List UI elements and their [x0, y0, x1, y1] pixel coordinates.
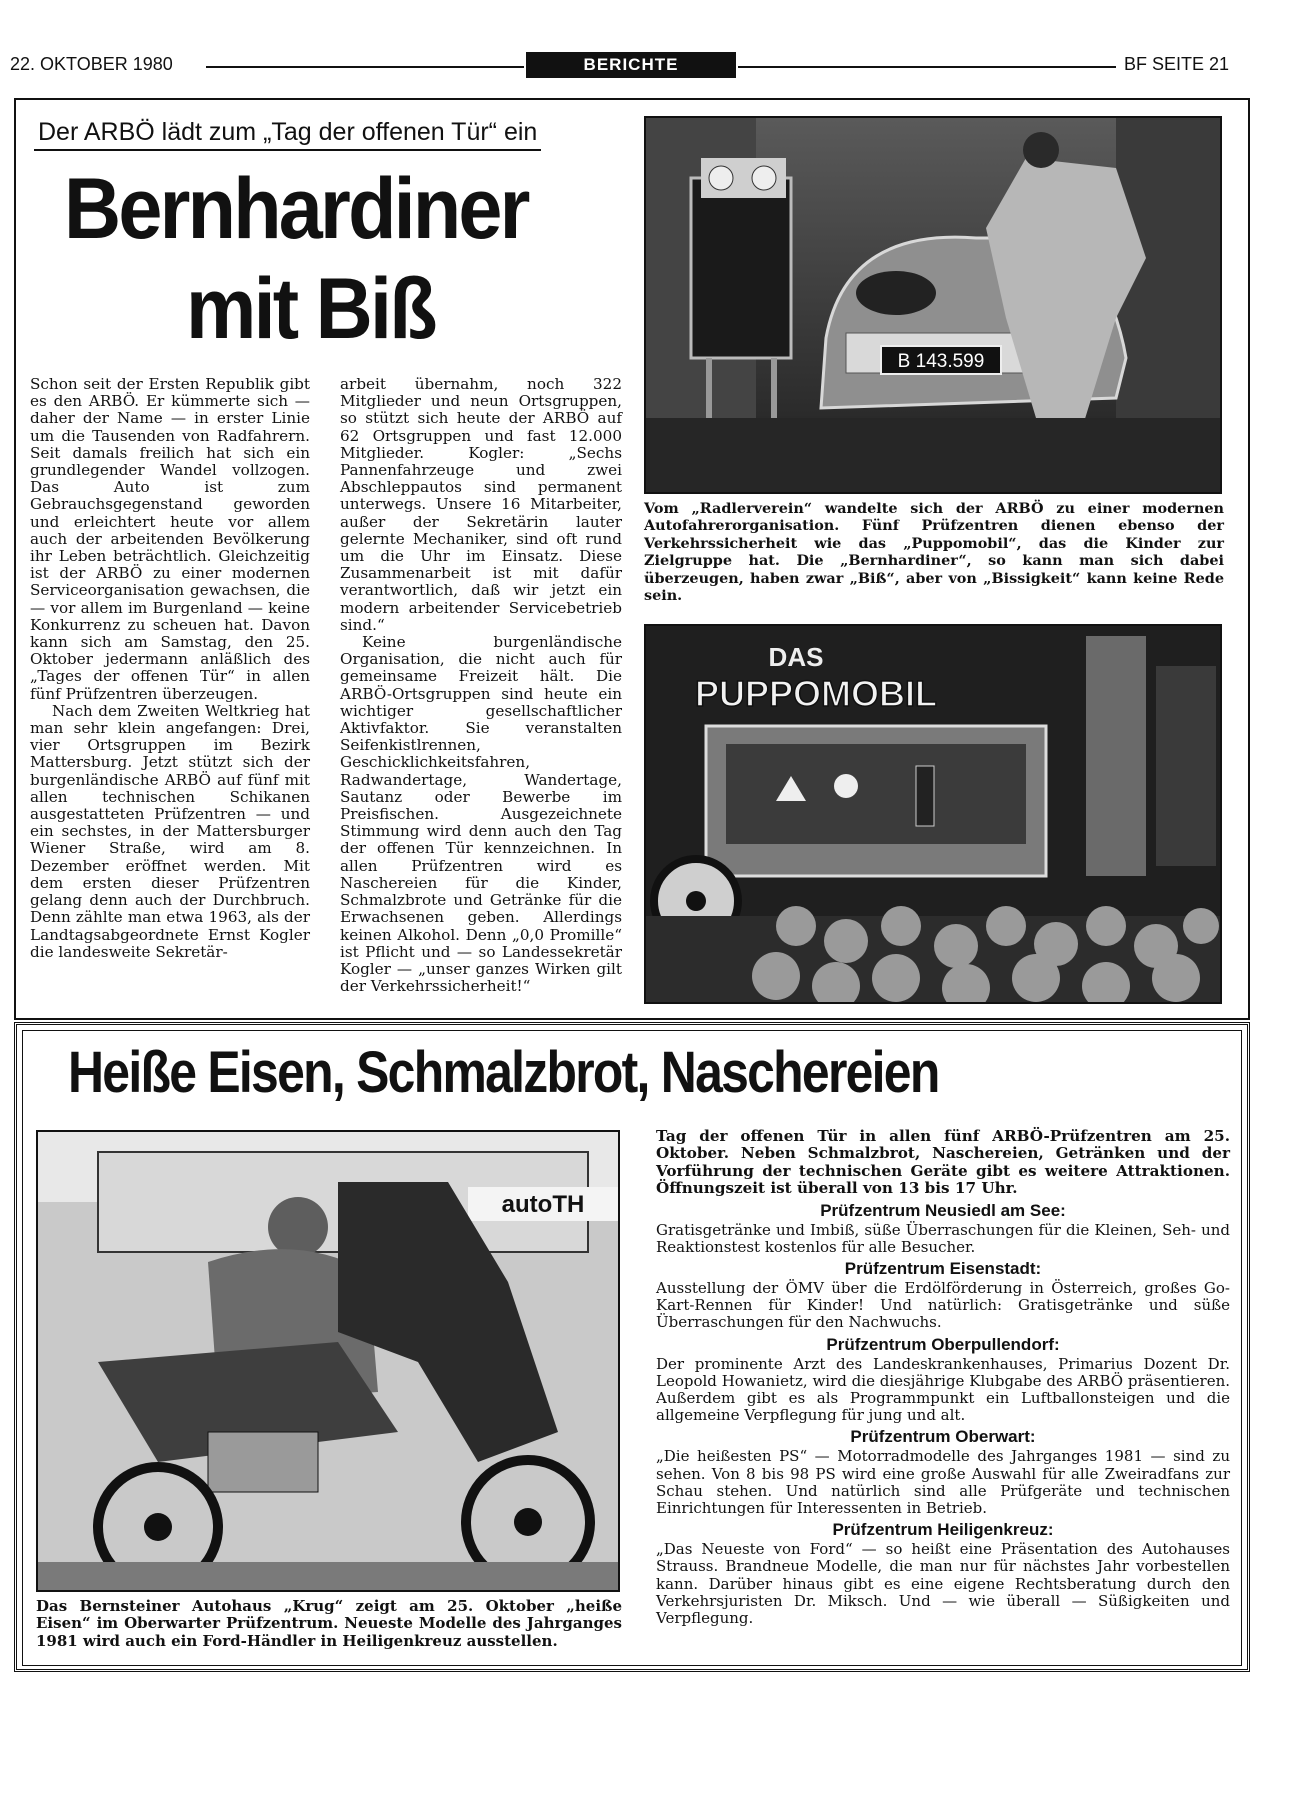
photo-motorcycle	[36, 1130, 620, 1592]
article1-col2-para1: arbeit übernahm, noch 322 Mitglieder und neun Ortsgruppen, so stützt sich heute der ARBÖ auf 62 Ortsgruppen und fast 12.000 Mitglieder. Kogler: „Sechs Pannenfahrzeuge und zwei Abschleppautos sind permanent unterwegs. Unsere 16 Mitarbeiter, außer der Sekretärin lauter gelernte Mechaniker, sind oft rund um die Uhr im Einsatz. Diese Zusammenarbeit ist mit dafür verantwortlich, daß wir jetzt ein modern arbeitender Servicebetrieb sind.“	[340, 375, 622, 634]
article1-headline-line1: Bernhardiner	[64, 161, 528, 257]
license-plate: B 143.599	[897, 351, 985, 372]
section-text-heiligenkreuz: „Das Neueste von Ford“ — so heißt eine Präsentation des Autohauses Strauss. Brandneue Modelle, die man nur für nächstes Jahr vorbestellen kann. Darüber hinaus gibt es eine eigene Rechtsberatung durch den Verkehrsjuristen Dr. Miksch. Und — wie überall — Süßigkeiten und Verpflegung.	[656, 1540, 1230, 1628]
header-date: 22. OKTOBER 1980	[10, 54, 173, 74]
section-text-oberwart: „Die heißesten PS“ — Motorradmodelle des Jahrganges 1981 — sind zu sehen. Von 8 bis 98 PS wird eine große Auswahl für alle Zweiradfans zur Schau stehen. Und natürlich sind alle Prüfgeräte und technischen Einrichtungen für Interessenten in Betrieb.	[656, 1447, 1230, 1518]
article1-column2	[340, 376, 622, 995]
photo1-caption: Vom „Radlerverein“ wandelte sich der ARBÖ zu einer modernen Autofahrerorganisation. Fünf Prüfzentren dienen ebenso der Verkehrssicherheit wie das „Puppomobil“, das die Kinder zur Zielgruppe hat. Die „Bernhardiner“, so kann man sich dabei überzeugen, haben zwar „Biß“, aber von „Bissigkeit“ kann keine Rede sein.	[644, 500, 1224, 605]
sign-das: DAS	[768, 642, 824, 672]
section-text-neusiedl: Gratisgetränke und Imbiß, süße Überraschungen für die Kleinen, Seh- und Reaktionstest kostenlos für alle Besucher.	[656, 1220, 1230, 1256]
article2-headline: Heiße Eisen, Schmalzbrot, Naschereien	[68, 1040, 939, 1105]
section-title-eisenstadt: Prüfzentrum Eisenstadt:	[844, 1259, 1042, 1279]
section-text-oberpullendorf: Der prominente Arzt des Landeskrankenhauses, Primarius Dozent Dr. Leopold Howanietz, wird die diesjährige Klubgabe des ARBÖ präsentieren. Außerdem gibt es als Programmpunkt ein Luftballonsteigen und die allgemeine Verpflegung für jung und alt.	[656, 1354, 1230, 1425]
article1-column1	[30, 376, 310, 961]
photo-puppomobil	[644, 624, 1222, 1004]
article2-intro: Tag der offenen Tür in allen fünf ARBÖ-Prüfzentren am 25. Oktober. Neben Schmalzbrot, Naschereien, Getränken und der Vorführung der technischen Geräte gibt es weitere Attraktionen. Öffnungszeit ist überall von 13 bis 17 Uhr.	[656, 1127, 1230, 1198]
sign-puppomobil: PUPPOMOBIL	[694, 673, 938, 714]
header-rule-left	[206, 66, 524, 68]
section-title-heiligenkreuz: Prüfzentrum Heiligenkreuz:	[832, 1520, 1054, 1540]
article1-col1-para1: Schon seit der Ersten Republik gibt es den ARBÖ. Er kümmerte sich — daher der Name — in erster Linie um die Tausenden von Radfahrern. Seit damals freilich hat sich ein grundlegender Wandel vollzogen. Das Auto ist zum Gebrauchsgegenstand geworden und erleichtert heute vor allem auch der arbeitenden Bevölkerung ihr Leben beträchtlich. Gleichzeitig ist der ARBÖ zu einer modernen Serviceorganisation gewachsen, die — vor allem im Burgenland — keine Konkurrenz zu scheuen hat. Davon kann sich am Samstag, den 25. Oktober jedermann anläßlich des „Tages der offenen Tür“ in allen fünf Prüfzentren überzeugen.	[30, 375, 310, 703]
article1-kicker: Der ARBÖ lädt zum „Tag der offenen Tür“ ein	[34, 118, 541, 151]
photo-car-workshop-drawing	[646, 118, 1222, 494]
header-page: BF SEITE 21	[1124, 54, 1230, 74]
article1-col2-para2: Keine burgenländische Organisation, die nicht auch für gemeinsame Freizeit hält. Die ARBÖ-Ortsgruppen sind heute ein wichtiger gesellschaftlicher Aktivfaktor. Sie veranstalten Seifenkistlrennen, Geschicklichkeitsfahren, Radwandertage, Wandertage, Sautanz oder Bewerbe im Preisfischen. Ausgezeichnete Stimmung wird denn auch den Tag der offenen Tür kennzeichnen. In allen Prüfzentren wird es Naschereien für die Kinder, Schmalzbrote und Getränke für die Erwachsenen geben. Allerdings keinen Alkohol. Denn „0,0 Promille“ ist Pflicht und — so Landessekretär Kogler — „unser ganzes Wirken gilt der Verkehrssicherheit!“	[340, 633, 622, 996]
section-title-oberwart: Prüfzentrum Oberwart:	[850, 1427, 1036, 1447]
section-title-neusiedl: Prüfzentrum Neusiedl am See:	[820, 1200, 1066, 1220]
section-text-eisenstadt: Ausstellung der ÖMV über die Erdölförderung in Österreich, großes Go-Kart-Rennen für Kinder! Und natürlich: Gratisgetränke und süße Überraschungen für den Nachwuchs.	[656, 1279, 1230, 1332]
photo-car-workshop	[644, 116, 1222, 494]
article1-col1-para2: Nach dem Zweiten Weltkrieg hat man sehr klein angefangen: Drei, vier Ortsgruppen im Bezirk Mattersburg. Jetzt stützt sich der burgenländische ARBÖ auf fünf mit allen technischen Schikanen ausgestatteten Prüfzentren — und ein sechstes, in der Mattersburger Wiener Straße, wird am 8. Dezember eröffnet werden. Mit dem ersten dieser Prüfzentren gelang denn auch der Durchbruch. Denn zählte man etwa 1963, als der Landtagsabgeordnete Ernst Kogler die landesweite Sekretär-	[30, 701, 310, 961]
photo3-caption: Das Bernsteiner Autohaus „Krug“ zeigt am 25. Oktober „heiße Eisen“ im Oberwarter Prüfzentrum. Neueste Modelle des Jahrganges 1981 wird auch ein Ford-Händler in Heiligenkreuz ausstellen.	[36, 1597, 622, 1650]
shop-sign: autoTH	[501, 1191, 585, 1218]
photo-puppomobil-drawing	[646, 626, 1222, 1004]
photo-motorcycle-drawing	[38, 1132, 620, 1592]
article1-headline-line2: mit Biß	[186, 261, 435, 357]
header-rule-right	[738, 66, 1116, 68]
article2-right-column	[656, 1128, 1230, 1627]
section-badge: BERICHTE	[526, 52, 736, 78]
section-title-oberpullendorf: Prüfzentrum Oberpullendorf:	[826, 1334, 1060, 1354]
